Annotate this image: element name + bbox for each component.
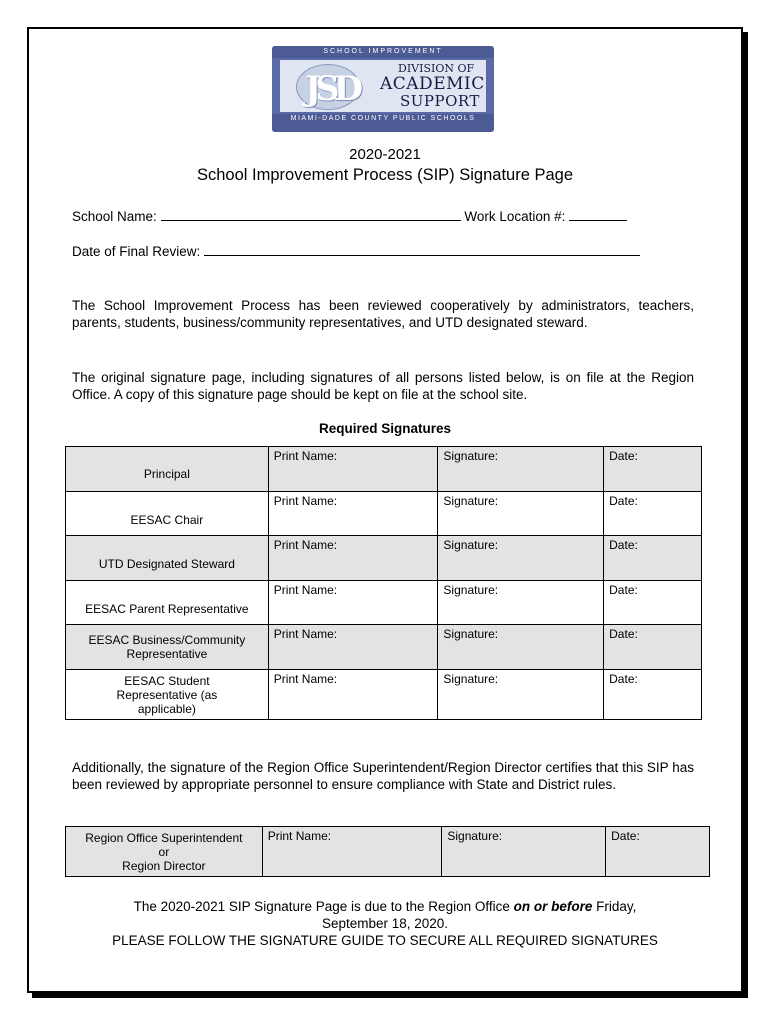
table-row <box>66 447 702 492</box>
due-date-note: The 2020-2021 SIP Signature Page is due to the Region Office on or before Friday, <box>133 899 637 914</box>
signature-cell[interactable]: Signature: <box>438 492 604 536</box>
signatures-table <box>65 446 702 720</box>
table-row <box>66 670 702 720</box>
date-cell[interactable]: Date: <box>604 492 702 536</box>
paragraph-original: The original signature page, including signatures of all persons listed below, is on file at the Region Office. A copy of this signature page should be kept on file at the school site. <box>72 370 694 402</box>
signature-cell[interactable]: Signature: <box>438 625 604 670</box>
school-name-field[interactable] <box>72 208 627 224</box>
print-name-cell[interactable]: Print Name: <box>268 670 438 720</box>
print-name-cell[interactable]: Print Name: <box>268 536 438 581</box>
date-cell[interactable]: Date: <box>606 827 710 877</box>
work-location-line[interactable] <box>569 208 627 221</box>
table-row <box>66 492 702 536</box>
logo-line2: ACADEMIC <box>380 74 485 94</box>
table-row <box>66 827 710 877</box>
page-year: 2020-2021 <box>349 146 421 163</box>
region-role-cell: Region Office Superintendent or Region Director <box>66 827 263 877</box>
paragraph-review: The School Improvement Process has been reviewed cooperatively by administrators, teachers, parents, students, business/community representatives, and UTD designated steward. <box>72 298 694 330</box>
role-cell: EESAC Student Representative (as applicable) <box>66 670 269 720</box>
role-cell: UTD Designated Steward <box>66 536 269 581</box>
role-cell: Principal <box>66 447 269 492</box>
paragraph-region-certification: Additionally, the signature of the Region Office Superintendent/Region Director certifies that this SIP has been reviewed by appropriate personnel to ensure compliance with State and District rules. <box>72 760 694 792</box>
role-cell: EESAC Business/Community Representative <box>66 625 269 670</box>
logo-bottom-text: MIAMI-DADE COUNTY PUBLIC SCHOOLS <box>272 114 494 132</box>
date-cell[interactable]: Date: <box>604 670 702 720</box>
print-name-cell[interactable]: Print Name: <box>268 581 438 625</box>
date-cell[interactable]: Date: <box>604 625 702 670</box>
signature-cell[interactable]: Signature: <box>438 670 604 720</box>
signature-cell[interactable]: Signature: <box>438 536 604 581</box>
work-location-label: Work Location #: <box>464 209 566 224</box>
required-signatures-heading: Required Signatures <box>318 421 452 436</box>
print-name-cell[interactable]: Print Name: <box>268 492 438 536</box>
signature-cell[interactable]: Signature: <box>442 827 606 877</box>
due-date: September 18, 2020. <box>321 916 449 931</box>
signature-guide-instruction: PLEASE FOLLOW THE SIGNATURE GUIDE TO SECURE ALL REQUIRED SIGNATURES <box>112 933 658 948</box>
print-name-cell[interactable]: Print Name: <box>268 625 438 670</box>
school-name-label: School Name: <box>72 209 157 224</box>
signature-cell[interactable]: Signature: <box>438 581 604 625</box>
table-row <box>66 536 702 581</box>
date-review-line[interactable] <box>204 243 640 256</box>
role-cell: EESAC Parent Representative <box>66 581 269 625</box>
date-review-label: Date of Final Review: <box>72 244 201 259</box>
page-title: School Improvement Process (SIP) Signature Page <box>196 166 573 184</box>
date-cell[interactable]: Date: <box>604 536 702 581</box>
logo-line3: SUPPORT <box>400 92 480 110</box>
print-name-cell[interactable]: Print Name: <box>262 827 442 877</box>
school-name-line[interactable] <box>161 208 461 221</box>
division-logo <box>272 46 494 132</box>
table-row <box>66 625 702 670</box>
date-cell[interactable]: Date: <box>604 581 702 625</box>
logo-line1: DIVISION OF <box>398 62 475 75</box>
date-cell[interactable]: Date: <box>604 447 702 492</box>
table-row <box>66 581 702 625</box>
region-signature-table <box>65 826 710 877</box>
logo-emblem-icon: JSD <box>296 64 360 110</box>
date-review-field[interactable] <box>72 243 640 259</box>
print-name-cell[interactable]: Print Name: <box>268 447 438 492</box>
role-cell: EESAC Chair <box>66 492 269 536</box>
signature-cell[interactable]: Signature: <box>438 447 604 492</box>
logo-top-text: SCHOOL IMPROVEMENT <box>272 46 494 58</box>
